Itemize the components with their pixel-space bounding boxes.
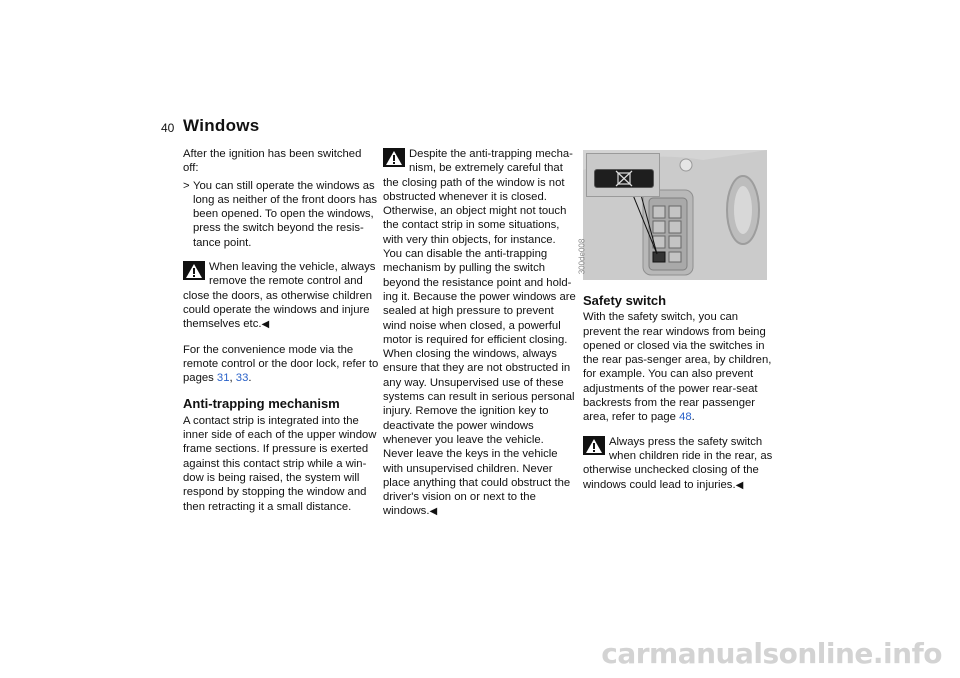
convenience-text: For the convenience mode via the remote control or the door lock, refer to pages xyxy=(183,343,379,385)
end-mark: ◀ xyxy=(429,506,438,518)
door-switch-photo xyxy=(577,150,767,280)
warning-triangle-icon xyxy=(183,261,205,280)
page-link-31[interactable]: 31 xyxy=(216,372,230,385)
bullet-item xyxy=(183,179,379,250)
warning-note xyxy=(383,147,577,520)
warning-note xyxy=(183,260,379,332)
warning-triangle-icon xyxy=(583,436,605,455)
warning-text: Despite the anti-trapping mecha-nism, be extremely careful that the closing path of the window is not obstructed whenever it is closed. Otherwise, an object might not touch the contact strip in some situations, with very thin objects, for instance. You can disable the anti-trapping mechanism by pulling the switch beyond the resistance point and hold-ing it. Because the power windows are sealed at high pressure to prevent wind noise when closed, a powerful motor is required for efficient closing. When closing the windows, always ensure that they are not obstructed in any way. Unsupervised use of these systems can result in serious personal injury. Remove the ignition key to deactivate the power windows whenever you leave the vehicle. Never leave the keys in the vehicle with unsupervised children. Never place anything that could obstruct the driver's vision on or next to the windows. xyxy=(383,148,576,518)
convenience-paragraph xyxy=(183,343,379,386)
warning-text: Always press the safety switch when children ride in the rear, as otherwise unchecked closing of the windows could lead to injuries. xyxy=(583,435,773,491)
bullet-mark: > xyxy=(183,179,190,192)
page-title: Windows xyxy=(183,116,260,135)
window-lock-icon xyxy=(594,169,654,188)
warning-triangle-icon xyxy=(383,148,405,167)
photo-reference: 300de008 xyxy=(577,238,587,274)
warning-text: When leaving the vehicle, always remove the remote control and close the doors, as otherwise children could operate the windows and injure themselves etc. xyxy=(183,261,376,331)
column-3 xyxy=(577,147,773,493)
safety-switch-heading: Safety switch xyxy=(583,293,667,308)
page-link-33[interactable]: 33 xyxy=(235,372,249,385)
anti-trapping-heading: Anti-trapping mechanism xyxy=(183,396,340,412)
bullet-text: You can still operate the windows as long as neither of the front doors has been opened. To open the windows, press the switch beyond the resis-tance point. xyxy=(193,179,378,249)
period: . xyxy=(248,372,252,385)
safety-switch-text: With the safety switch, you can prevent the rear windows from being opened or closed via the switches in the rear pas-senger area, by children, for example. You can also prevent adjustments of the power rear-seat backrests from the rear passenger area, refer to page xyxy=(583,311,772,424)
period: . xyxy=(691,411,695,424)
end-mark: ◀ xyxy=(735,479,744,491)
end-mark: ◀ xyxy=(261,319,270,331)
page-number: 40 xyxy=(161,121,175,135)
column-1 xyxy=(183,147,379,514)
anti-trapping-text: A contact strip is integrated into the inner side of each of the upper window frame sections. If pressure is exerted against this contact strip while a win-dow is being raised, the system will respond by stopping the window and then retracting it a small distance. xyxy=(183,414,377,513)
page-link-48[interactable]: 48 xyxy=(679,411,692,424)
warning-note xyxy=(583,435,773,493)
safety-switch-paragraph xyxy=(583,310,773,424)
switch-detail-inset xyxy=(586,153,660,197)
intro-text: After the ignition has been switched off: xyxy=(183,148,362,175)
separator: , xyxy=(229,372,236,385)
watermark: carmanualsonline.info xyxy=(601,637,942,670)
column-2 xyxy=(383,147,577,520)
